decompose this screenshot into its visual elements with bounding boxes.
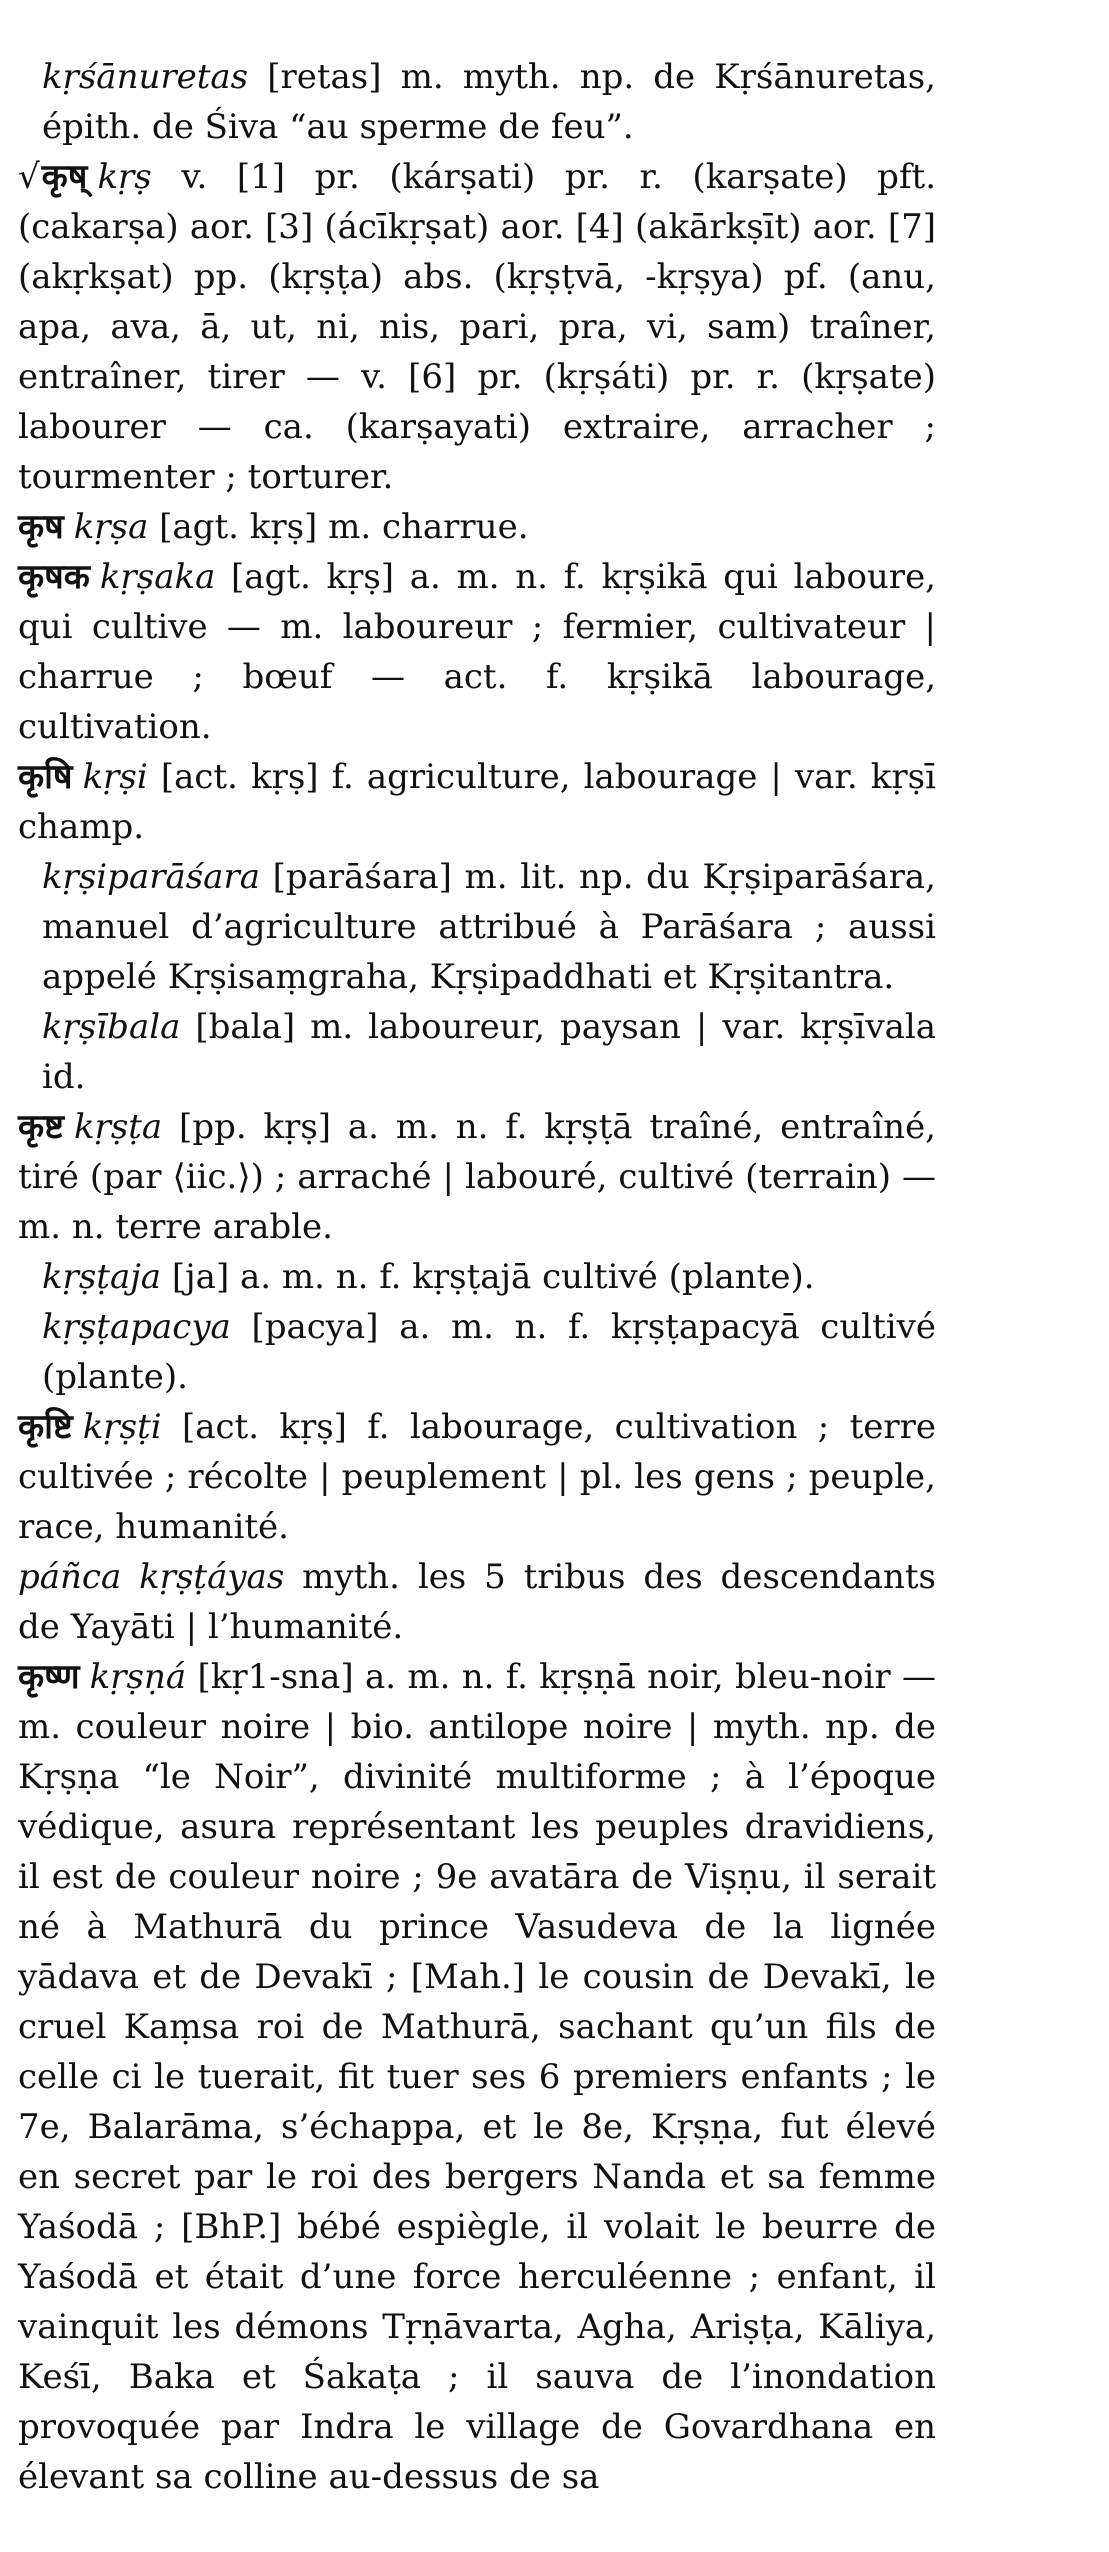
devanagari-headword: कृष् — [41, 157, 88, 197]
entry-lemma: kṛṣi — [82, 757, 148, 797]
entry-definition: [ja] a. m. n. f. kṛṣṭajā cultivé (plante). — [161, 1257, 815, 1297]
entry-lemma: kṛṣa — [73, 507, 149, 547]
dictionary-entry — [18, 1252, 936, 1302]
entry-definition: v. [1] pr. (kárṣati) pr. r. (karṣate) pft. (cakarṣa) aor. [3] (ácīkṛṣat) aor. [4] (akārkṣīt) aor. [7] (akṛkṣat) pp. (kṛṣṭa) abs. (kṛṣṭvā, -kṛṣya) pf. (anu, apa, ava, ā, ut, ni, nis, pari, pra, vi, sam) traîner, entraîner, tirer — v. [6] pr. (kṛṣáti) pr. r. (kṛṣate) labourer — ca. (karṣayati) extraire, arracher ; tourmenter ; torturer. — [18, 157, 936, 497]
dictionary-entry — [18, 152, 936, 502]
dictionary-entry — [18, 552, 936, 752]
entry-definition: [act. kṛṣ] f. agriculture, labourage | var. kṛṣī champ. — [18, 757, 936, 847]
devanagari-headword: कृष्ट — [18, 1107, 64, 1147]
entry-definition: [pacya] a. m. n. f. kṛṣṭapacyā cultivé (plante). — [42, 1307, 936, 1397]
entry-definition: [bala] m. laboureur, paysan | var. kṛṣīvala id. — [42, 1007, 936, 1097]
dictionary-entry — [18, 1402, 936, 1552]
entry-lemma: kṛṣībala — [42, 1007, 181, 1047]
entry-lemma: kṛṣaka — [99, 557, 216, 597]
entry-lemma: kṛṣṇá — [89, 1657, 187, 1697]
dictionary-entry — [18, 852, 936, 1002]
devanagari-headword: कृषक — [18, 557, 90, 597]
entry-definition: [retas] m. myth. np. de Kṛśānuretas, épith. de Śiva “au sperme de feu”. — [42, 57, 936, 147]
entry-definition: [agt. kṛṣ] a. m. n. f. kṛṣikā qui laboure, qui cultive — m. laboureur ; fermier, cultivateur | charrue ; bœuf — act. f. kṛṣikā labourage, cultivation. — [18, 557, 936, 747]
dictionary-entry — [18, 52, 936, 152]
entry-lemma: kṛṣṭi — [82, 1407, 162, 1447]
entry-definition: [kṛ1-sna] a. m. n. f. kṛṣṇā noir, bleu-noir — m. couleur noire | bio. antilope noire | myth. np. de Kṛṣṇa “le Noir”, divinité multiforme ; à l’époque védique, asura représentant les peuples dravidiens, il est de couleur noire ; 9e avatāra de Viṣṇu, il serait né à Mathurā du prince Vasudeva de la lignée yādava et de Devakī ; [Mah.] le cousin de Devakī, le cruel Kaṃsa roi de Mathurā, sachant qu’un fils de celle ci le tuerait, fit tuer ses 6 premiers enfants ; le 7e, Balarāma, s’échappa, et le 8e, Kṛṣṇa, fut élevé en secret par le roi des bergers Nanda et sa femme Yaśodā ; [BhP.] bébé espiègle, il volait le beurre de Yaśodā et était d’une force herculéenne ; enfant, il vainquit les démons Tṛṇāvarta, Agha, Ariṣṭa, Kāliya, Keśī, Baka et Śakaṭa ; il sauva de l’inondation provoquée par Indra le village de Govardhana en élevant sa colline au-dessus de sa — [18, 1657, 936, 2497]
dictionary-column — [18, 52, 936, 2502]
entry-lemma: kṛṣṭa — [73, 1107, 163, 1147]
devanagari-headword: कृष — [18, 507, 64, 547]
devanagari-headword: कृष्टि — [18, 1407, 73, 1447]
dictionary-entry — [18, 1652, 936, 2502]
entry-definition: [act. kṛṣ] f. labourage, cultivation ; terre cultivée ; récolte | peuplement | pl. les gens ; peuple, race, humanité. — [18, 1407, 936, 1547]
entry-lemma: kṛṣiparāśara — [42, 857, 260, 897]
entry-definition: [agt. kṛṣ] m. charrue. — [148, 507, 529, 547]
entry-lemma: kṛṣṭaja — [42, 1257, 162, 1297]
devanagari-headword: कृष्ण — [18, 1657, 80, 1697]
dictionary-entry — [18, 1002, 936, 1102]
entry-lemma: kṛṣ — [97, 157, 152, 197]
dictionary-entry — [18, 1102, 936, 1252]
entry-lemma: páñca kṛṣṭáyas — [18, 1557, 285, 1597]
entry-definition: [pp. kṛṣ] a. m. n. f. kṛṣṭā traîné, entraîné, tiré (par ⟨iic.⟩) ; arraché | labouré, cultivé (terrain) — m. n. terre arable. — [18, 1107, 936, 1247]
devanagari-headword: कृषि — [18, 757, 73, 797]
root-symbol: √ — [18, 157, 40, 197]
dictionary-entry — [18, 502, 936, 552]
dictionary-entry — [18, 1552, 936, 1652]
entry-definition: myth. les 5 tribus des descendants de Yayāti | l’humanité. — [18, 1557, 936, 1647]
entry-lemma: kṛśānuretas — [42, 57, 249, 97]
dictionary-entry — [18, 1302, 936, 1402]
dictionary-entry — [18, 752, 936, 852]
entry-lemma: kṛṣṭapacya — [42, 1307, 231, 1347]
entry-definition: [parāśara] m. lit. np. du Kṛṣiparāśara, manuel d’agriculture attribué à Parāśara ; aussi appelé Kṛṣisaṃgraha, Kṛṣipaddhati et Kṛṣitantra. — [42, 857, 936, 997]
